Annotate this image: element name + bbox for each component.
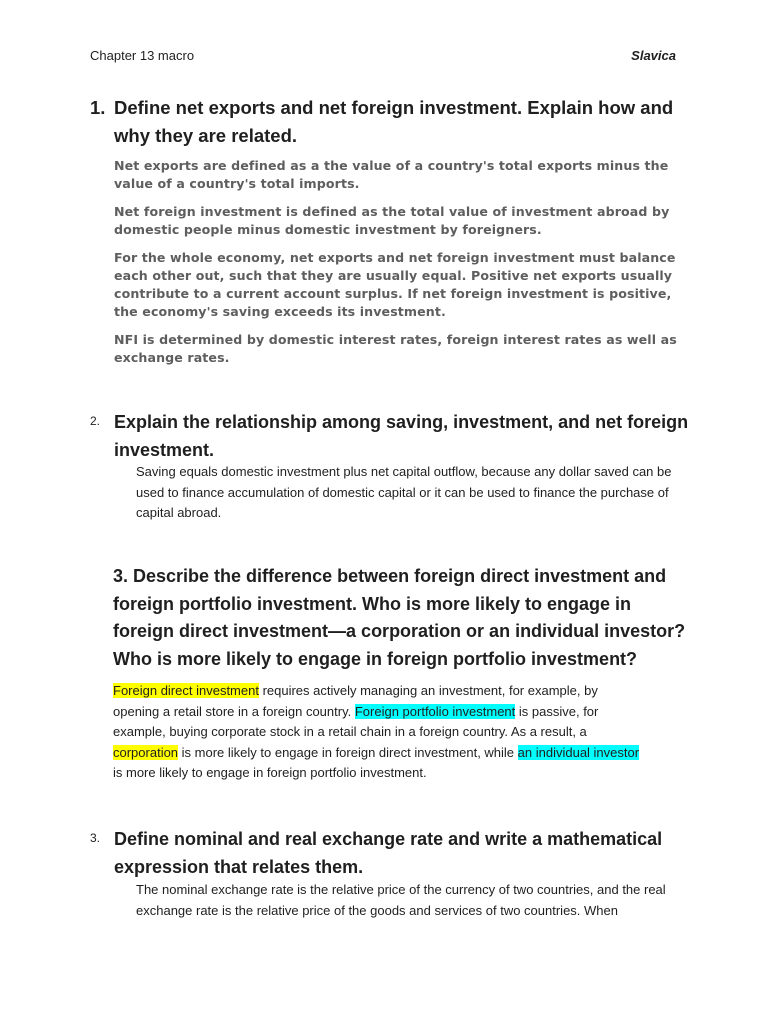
question-1-answer-paragraph xyxy=(114,249,684,321)
question-3-answer xyxy=(113,681,643,784)
answer-text: is more likely to engage in foreign portfolio investment. xyxy=(113,765,427,780)
question-1-number: 1. xyxy=(90,97,106,118)
question-4-number: 3. xyxy=(90,831,101,845)
question-2-number: 2. xyxy=(90,414,101,428)
answer-paragraph-balance: For the whole economy, net exports and net foreign investment must balance each other out, such that they are usually equal. Positive net exports usually contribute to a current account surplus. If net foreign investment is positive, the economy's saving exceeds its investment. xyxy=(114,250,676,319)
answer-paragraph-nfi: Net foreign investment is defined as the total value of investment abroad by domestic people minus domestic investment by foreigners. xyxy=(114,204,670,237)
question-2-heading: Explain the relationship among saving, investment, and net foreign investment. xyxy=(114,412,689,460)
highlight-fdi: Foreign direct investment xyxy=(113,683,259,698)
question-4-answer: The nominal exchange rate is the relative price of the currency of two countries, and the real exchange rate is the relative price of the goods and services of two countries. When xyxy=(136,882,666,918)
highlight-corporation: corporation xyxy=(113,744,179,760)
question-1-answer-paragraph xyxy=(114,203,684,239)
document-header-author: Slavica xyxy=(631,48,676,63)
answer-paragraph-nfi-determinants: NFI is determined by domestic interest rates, foreign interest rates as well as exchange rates. xyxy=(114,332,677,365)
question-1-answer-paragraph xyxy=(114,157,684,193)
answer-text: is more likely to engage in foreign direct investment, while xyxy=(178,744,518,760)
answer-paragraph-net-exports: Net exports are defined as a the value of a country's total exports minus the value of a country's total imports. xyxy=(114,158,669,191)
highlight-individual-investor: an individual investor xyxy=(517,744,640,760)
highlight-fpi: Foreign portfolio investment xyxy=(354,703,516,719)
question-1-text: Define net exports and net foreign investment. Explain how and why they are related. xyxy=(114,97,674,146)
question-4-heading: Define nominal and real exchange rate and write a mathematical expression that relates them. xyxy=(114,829,663,877)
answer-text: is passive, for example, buying corporate stock in a retail chain in a foreign country. As a result, a xyxy=(113,703,599,739)
answer-text: requires actively managing an investment, for example, by opening a retail store in a foreign country. xyxy=(113,683,598,719)
question-1-heading xyxy=(90,94,680,150)
question-2-answer: Saving equals domestic investment plus net capital outflow, because any dollar saved can be used to finance accumulation of domestic capital or it can be used to finance the purchase of capital abroad. xyxy=(136,464,672,520)
document-header-title: Chapter 13 macro xyxy=(90,48,195,63)
question-1-answer-paragraph xyxy=(114,331,684,367)
question-3-heading: 3. Describe the difference between foreign direct investment and foreign portfolio investment. Who is more likely to engage in foreign direct investment—a corporation or an individual investor? Who is more likely to engage in foreign portfolio investment? xyxy=(113,566,686,669)
